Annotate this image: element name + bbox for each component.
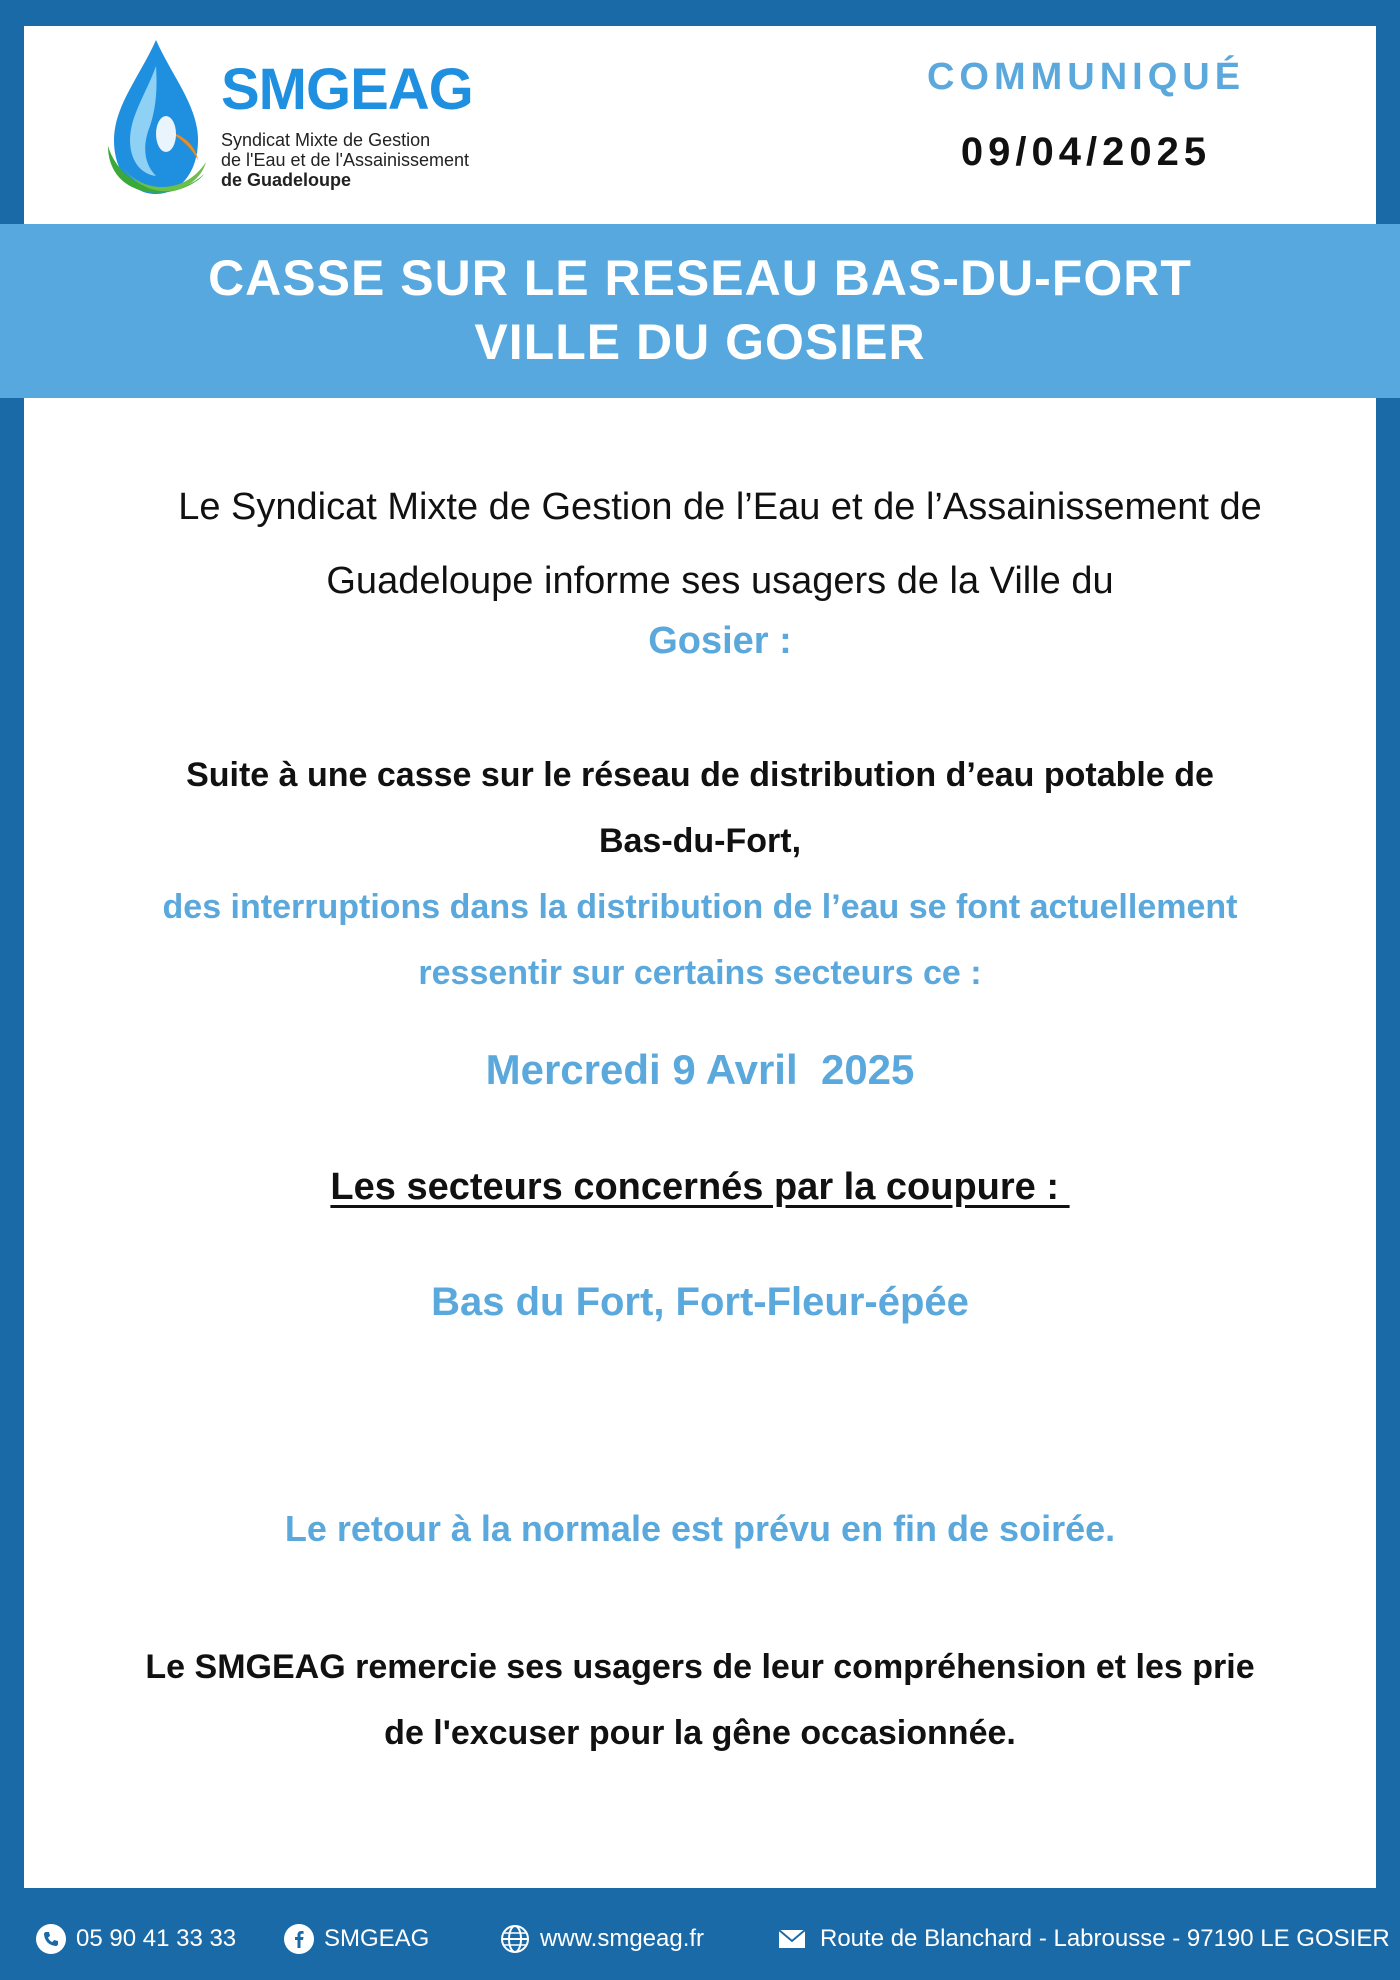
footer-address	[774, 1912, 1390, 1966]
thanks-paragraph	[24, 1634, 1376, 1766]
globe-icon	[500, 1924, 530, 1954]
title-line-1: CASSE SUR LE RESEAU BAS-DU-FORT	[208, 250, 1192, 306]
communique-label: COMMUNIQUÉ	[926, 56, 1246, 98]
footer	[0, 1912, 1400, 1966]
envelope-icon	[774, 1924, 810, 1954]
facebook-icon	[284, 1924, 314, 1954]
phone-number: 05 90 41 33 33	[76, 1925, 237, 1952]
intro-line: Le Syndicat Mixte de Gestion de l’Eau et de l’Assainissement de	[178, 486, 1262, 528]
logo-subtitle-line: de Guadeloupe	[221, 170, 352, 190]
intro-line: Guadeloupe informe ses usagers de la Ville du	[326, 560, 1114, 602]
thanks-line: de l'excuser pour la gêne occasionnée.	[384, 1714, 1016, 1752]
sectors-heading: Les secteurs concernés par la coupure :	[330, 1166, 1070, 1208]
facebook-handle: SMGEAG	[324, 1925, 430, 1952]
logo-subtitle-line: Syndicat Mixte de Gestion	[221, 130, 431, 150]
smgeag-logo	[100, 36, 540, 206]
website-url: www.smgeag.fr	[540, 1925, 705, 1952]
footer-phone	[36, 1912, 236, 1966]
footer-website[interactable]	[500, 1912, 704, 1966]
incident-paragraph	[24, 742, 1376, 874]
interruption-paragraph	[24, 874, 1376, 1006]
postal-address: Route de Blanchard - Labrousse - 97190 LE GOSIER	[820, 1925, 1390, 1952]
intro-paragraph	[24, 470, 1376, 618]
logo-name: SMGEAG	[221, 57, 473, 122]
sectors-list: Bas du Fort, Fort-Fleur-épée	[431, 1280, 969, 1324]
intro-town: Gosier :	[648, 620, 792, 662]
interruption-line: ressentir sur certains secteurs ce :	[418, 954, 982, 992]
logo-subtitle-line: de l'Eau et de l'Assainissement	[221, 150, 470, 170]
thanks-line: Le SMGEAG remercie ses usagers de leur compréhension et les prie	[145, 1648, 1255, 1686]
title-banner	[0, 224, 1400, 398]
interruption-line: des interruptions dans la distribution de l’eau se font actuellement	[162, 888, 1238, 926]
incident-line: Suite à une casse sur le réseau de distribution d’eau potable de	[186, 756, 1214, 794]
communique-date: 09/04/2025	[960, 130, 1212, 174]
phone-icon	[36, 1924, 66, 1954]
return-note: Le retour à la normale est prévu en fin de soirée.	[284, 1508, 1116, 1549]
footer-facebook[interactable]	[284, 1912, 429, 1966]
incident-date: Mercredi 9 Avril 2025	[485, 1046, 915, 1093]
water-drop-logo-icon	[100, 36, 212, 200]
incident-line: Bas-du-Fort,	[598, 822, 802, 860]
title-line-2: VILLE DU GOSIER	[474, 314, 926, 370]
logo-subtitle	[221, 130, 469, 190]
